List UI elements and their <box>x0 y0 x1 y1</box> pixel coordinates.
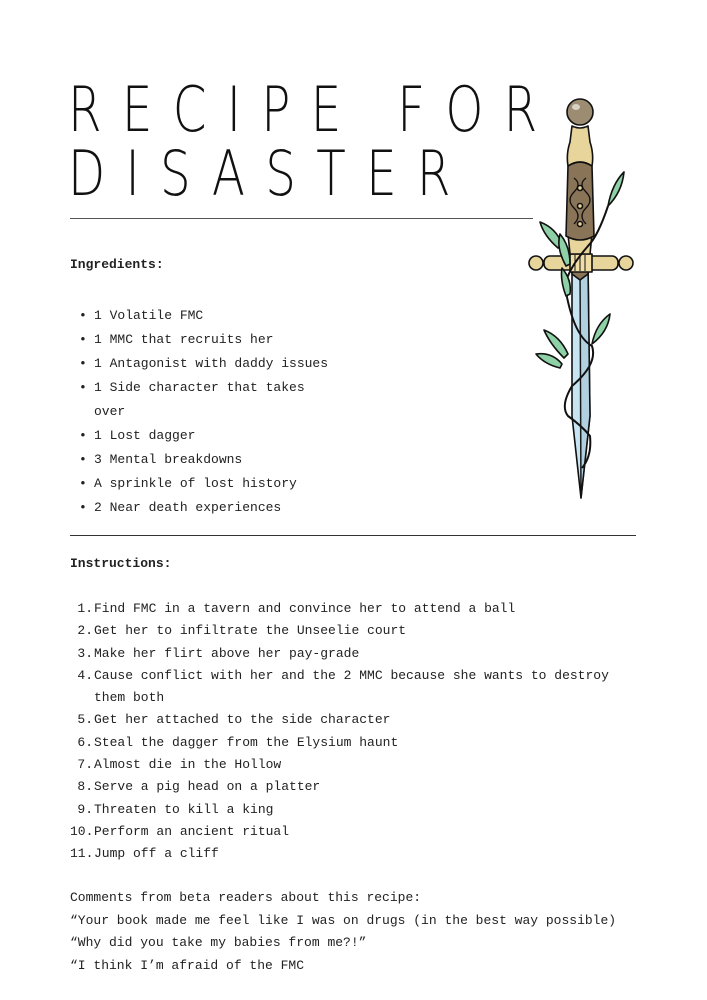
step-number: 11. <box>70 846 94 862</box>
step-number: 6. <box>77 734 93 750</box>
step-number: 2. <box>77 623 93 639</box>
step-text: Jump off a cliff <box>94 846 219 862</box>
instructions-list <box>70 598 630 866</box>
step-number: 10. <box>70 823 94 839</box>
instruction-step <box>70 732 630 754</box>
step-number: 9. <box>77 801 93 817</box>
ingredient-item: • 2 Near death experiences <box>70 496 330 520</box>
instruction-step <box>70 799 630 821</box>
instruction-step <box>70 620 630 642</box>
step-number: 3. <box>77 645 93 661</box>
step-text: Find FMC in a tavern and convince her to attend a ball <box>94 601 516 616</box>
step-text: Get her attached to the side character <box>94 712 391 728</box>
step-number: 8. <box>77 779 93 795</box>
step-text: Get her to infiltrate the Unseelie court <box>94 623 407 639</box>
beta-reader-comments <box>70 887 670 977</box>
ingredient-item: • 1 MMC that recruits her <box>70 328 330 352</box>
comment-quote: “I think I’m afraid of the FMC <box>70 957 305 973</box>
ingredient-item: • 1 Antagonist with daddy issues <box>70 352 330 376</box>
ingredient-item: • 1 Lost dagger <box>70 424 330 448</box>
page-title <box>68 73 558 210</box>
ingredient-item: • 1 Volatile FMC <box>70 304 330 328</box>
step-number: 5. <box>77 712 93 728</box>
comment-quote: “Your book made me feel like I was on drugs (in the best way possible) <box>70 912 617 928</box>
step-text: Cause conflict with her and the 2 MMC because she wants to destroy them both <box>94 667 609 706</box>
step-text: Steal the dagger from the Elysium haunt <box>94 734 399 750</box>
ingredient-item: • 1 Side character that takes over <box>70 376 330 424</box>
title-divider <box>70 218 533 219</box>
instruction-step <box>70 821 630 843</box>
title-line-2: DISASTER <box>68 137 471 210</box>
title-line-1: RECIPE FOR <box>68 73 558 146</box>
instruction-step <box>70 709 630 731</box>
step-number: 7. <box>77 757 93 773</box>
comments-intro: Comments from beta readers about this recipe: <box>70 890 422 905</box>
step-number: 1. <box>77 601 93 616</box>
instruction-step <box>70 776 630 798</box>
ingredients-list <box>70 304 330 520</box>
instructions-heading: Instructions: <box>70 556 172 571</box>
step-text: Almost die in the Hollow <box>94 757 282 773</box>
ingredient-item: • A sprinkle of lost history <box>70 472 330 496</box>
section-divider <box>70 535 636 536</box>
step-text: Serve a pig head on a platter <box>94 779 321 795</box>
ingredients-heading: Ingredients: <box>70 257 164 272</box>
step-text: Perform an ancient ritual <box>94 823 290 839</box>
instruction-step <box>70 598 630 620</box>
instruction-step <box>70 843 630 865</box>
instruction-step <box>70 754 630 776</box>
instruction-step <box>70 643 630 665</box>
ingredient-item: • 3 Mental breakdowns <box>70 448 330 472</box>
step-number: 4. <box>77 667 93 683</box>
step-text: Threaten to kill a king <box>94 801 274 817</box>
comment-quote: “Why did you take my babies from me?!” <box>70 935 367 950</box>
dagger-with-vine-icon <box>522 96 640 506</box>
instruction-step <box>70 665 630 710</box>
step-text: Make her flirt above her pay-grade <box>94 645 360 661</box>
